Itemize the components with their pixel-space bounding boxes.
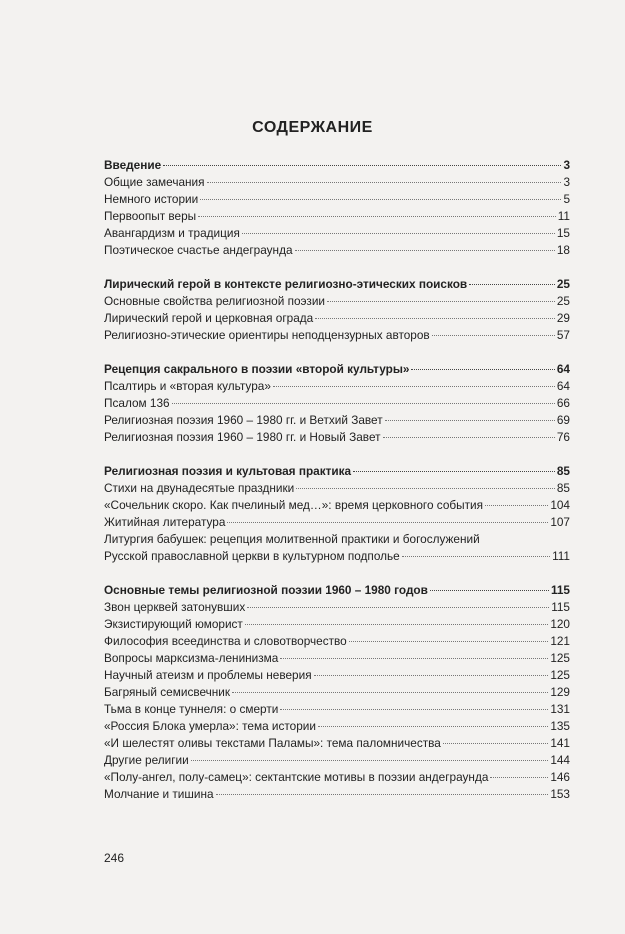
toc-section <box>104 157 570 259</box>
dot-leader <box>485 504 548 506</box>
toc-entry-title: Немного истории <box>104 192 199 206</box>
toc-section-heading[interactable] <box>104 361 570 378</box>
toc-entry-title: Лирический герой и церковная ограда <box>104 311 314 325</box>
toc-entry-title: Рецепция сакрального в поэзии «второй культуры» <box>104 362 410 376</box>
dot-leader <box>247 606 549 608</box>
toc-entry[interactable] <box>104 752 570 769</box>
toc-entry-title: Основные свойства религиозной поэзии <box>104 294 326 308</box>
toc-entry-title: «Полу-ангел, полу-самец»: сектантские мотивы в поэзии андеграунда <box>104 770 489 784</box>
dot-leader <box>227 521 548 523</box>
toc-entry-page: 135 <box>550 719 570 733</box>
toc-section-heading[interactable] <box>104 276 570 293</box>
dot-leader <box>200 198 561 200</box>
toc-entry-title: Религиозная поэзия и культовая практика <box>104 464 352 478</box>
toc-entry[interactable] <box>104 633 570 650</box>
toc-entry[interactable] <box>104 242 570 259</box>
toc-section <box>104 463 570 565</box>
toc-entry-title: Введение <box>104 158 162 172</box>
toc-entry-page: 57 <box>556 328 570 342</box>
dot-leader <box>383 436 555 438</box>
dot-leader <box>245 623 548 625</box>
table-of-contents <box>104 157 570 820</box>
toc-entry-title: Религиозно-этические ориентиры неподцензурных авторов <box>104 328 430 342</box>
dot-leader <box>432 334 555 336</box>
toc-entry[interactable] <box>104 293 570 310</box>
dot-leader <box>232 691 548 693</box>
dot-leader <box>315 317 555 319</box>
toc-entry-title: Религиозная поэзия 1960 – 1980 гг. и Новый Завет <box>104 430 381 444</box>
dot-leader <box>191 759 549 761</box>
toc-entry-page: 115 <box>550 583 570 597</box>
dot-leader <box>411 368 554 370</box>
dot-leader <box>296 487 555 489</box>
toc-entry[interactable] <box>104 718 570 735</box>
toc-entry[interactable] <box>104 174 570 191</box>
toc-section <box>104 361 570 446</box>
toc-entry-title: Авангардизм и традиция <box>104 226 240 240</box>
toc-entry-title: Русской православной церкви в культурном подполье <box>104 549 400 563</box>
toc-entry-page: 131 <box>550 702 570 716</box>
toc-entry-title: Религиозная поэзия 1960 – 1980 гг. и Ветхий Завет <box>104 413 383 427</box>
toc-entry-page: 141 <box>550 736 570 750</box>
toc-entry-page: 111 <box>552 549 570 563</box>
page-title: СОДЕРЖАНИЕ <box>252 119 373 136</box>
toc-entry[interactable] <box>104 395 570 412</box>
toc-entry[interactable] <box>104 531 570 548</box>
toc-entry-page: 125 <box>550 651 570 665</box>
toc-entry-title: Основные темы религиозной поэзии 1960 – 1980 годов <box>104 583 428 597</box>
dot-leader <box>280 657 548 659</box>
toc-entry[interactable] <box>104 735 570 752</box>
toc-entry[interactable] <box>104 208 570 225</box>
toc-entry-title: Экзистирующий юморист <box>104 617 243 631</box>
dot-leader <box>318 725 548 727</box>
dot-leader <box>273 385 555 387</box>
toc-entry[interactable] <box>104 667 570 684</box>
toc-entry-page: 85 <box>556 464 570 478</box>
toc-entry[interactable] <box>104 310 570 327</box>
toc-entry[interactable] <box>104 480 570 497</box>
dot-leader <box>385 419 555 421</box>
toc-entry-page: 153 <box>550 787 570 801</box>
toc-entry-page: 5 <box>563 192 570 206</box>
toc-entry-page: 25 <box>556 294 570 308</box>
toc-entry-title: Стихи на двунадесятые праздники <box>104 481 295 495</box>
toc-entry-page: 18 <box>556 243 570 257</box>
toc-entry[interactable] <box>104 225 570 242</box>
dot-leader <box>349 640 549 642</box>
toc-entry[interactable] <box>104 616 570 633</box>
toc-section-heading[interactable] <box>104 582 570 599</box>
toc-entry[interactable] <box>104 701 570 718</box>
toc-entry-page: 120 <box>550 617 570 631</box>
toc-entry-page: 129 <box>550 685 570 699</box>
toc-entry-page: 107 <box>550 515 570 529</box>
toc-entry-page: 3 <box>563 175 570 189</box>
toc-entry[interactable] <box>104 497 570 514</box>
toc-entry[interactable] <box>104 599 570 616</box>
dot-leader <box>198 215 556 217</box>
toc-entry-title: «Сочельник скоро. Как пчелиный мед…»: время церковного события <box>104 498 484 512</box>
toc-entry[interactable] <box>104 684 570 701</box>
toc-entry-page: 115 <box>551 600 570 614</box>
dot-leader <box>242 232 555 234</box>
toc-entry-title: Научный атеизм и проблемы неверия <box>104 668 312 682</box>
toc-entry[interactable] <box>104 412 570 429</box>
toc-entry-page: 15 <box>556 226 570 240</box>
toc-entry-title: Тьма в конце туннеля: о смерти <box>104 702 279 716</box>
toc-entry[interactable] <box>104 514 570 531</box>
toc-entry-title: Другие религии <box>104 753 189 767</box>
toc-entry-page: 85 <box>556 481 570 495</box>
toc-entry-title: Псалом 136 <box>104 396 170 410</box>
dot-leader <box>295 249 555 251</box>
toc-entry-page: 69 <box>556 413 570 427</box>
dot-leader <box>207 181 562 183</box>
toc-entry-title: «Россия Блока умерла»: тема истории <box>104 719 316 733</box>
dot-leader <box>216 793 549 795</box>
toc-entry-title: Философия всеединства и словотворчество <box>104 634 347 648</box>
toc-entry[interactable] <box>104 327 570 344</box>
toc-entry-title: Молчание и тишина <box>104 787 214 801</box>
toc-entry[interactable] <box>104 786 570 803</box>
toc-entry-page: 64 <box>556 379 570 393</box>
dot-leader <box>280 708 548 710</box>
toc-entry-title: Багряный семисвечник <box>104 685 231 699</box>
toc-entry[interactable] <box>104 378 570 395</box>
toc-entry-title: Звон церквей затонувших <box>104 600 246 614</box>
toc-section-heading[interactable] <box>104 157 570 174</box>
toc-entry-page: 3 <box>563 158 570 172</box>
toc-entry-page: 146 <box>550 770 570 784</box>
toc-entry-title: Поэтическое счастье андеграунда <box>104 243 293 257</box>
dot-leader <box>430 589 549 591</box>
toc-section <box>104 276 570 344</box>
toc-entry[interactable] <box>104 548 570 565</box>
dot-leader <box>327 300 555 302</box>
dot-leader <box>172 402 555 404</box>
dot-leader <box>469 283 555 285</box>
toc-section-heading[interactable] <box>104 463 570 480</box>
dot-leader <box>163 164 561 166</box>
toc-entry-title: Первоопыт веры <box>104 209 197 223</box>
toc-entry-title: Вопросы марксизма-ленинизма <box>104 651 279 665</box>
toc-entry-title: «И шелестят оливы текстами Паламы»: тема паломничества <box>104 736 441 750</box>
toc-entry-title: Житийная литература <box>104 515 226 529</box>
toc-entry-title: Литургия бабушек: рецепция молитвенной практики и богослужений <box>104 532 480 546</box>
dot-leader <box>314 674 549 676</box>
page-number: 246 <box>104 851 125 865</box>
toc-entry-page: 66 <box>556 396 570 410</box>
dot-leader <box>353 470 555 472</box>
toc-entry-title: Псалтирь и «вторая культура» <box>104 379 271 393</box>
toc-entry-page: 121 <box>550 634 570 648</box>
toc-entry-page: 29 <box>556 311 570 325</box>
toc-entry-title: Общие замечания <box>104 175 205 189</box>
toc-entry-page: 104 <box>550 498 570 512</box>
toc-section <box>104 582 570 803</box>
toc-entry-page: 125 <box>550 668 570 682</box>
toc-entry[interactable] <box>104 769 570 786</box>
toc-entry-title: Лирический герой в контексте религиозно-этических поисков <box>104 277 468 291</box>
toc-entry-page: 11 <box>557 209 570 223</box>
toc-entry-page: 25 <box>556 277 570 291</box>
toc-entry-page: 76 <box>556 430 570 444</box>
dot-leader <box>402 555 550 557</box>
dot-leader <box>443 742 549 744</box>
toc-entry[interactable] <box>104 191 570 208</box>
toc-entry[interactable] <box>104 429 570 446</box>
toc-entry-page: 144 <box>550 753 570 767</box>
toc-entry[interactable] <box>104 650 570 667</box>
toc-entry-page: 64 <box>556 362 570 376</box>
dot-leader <box>490 776 548 778</box>
